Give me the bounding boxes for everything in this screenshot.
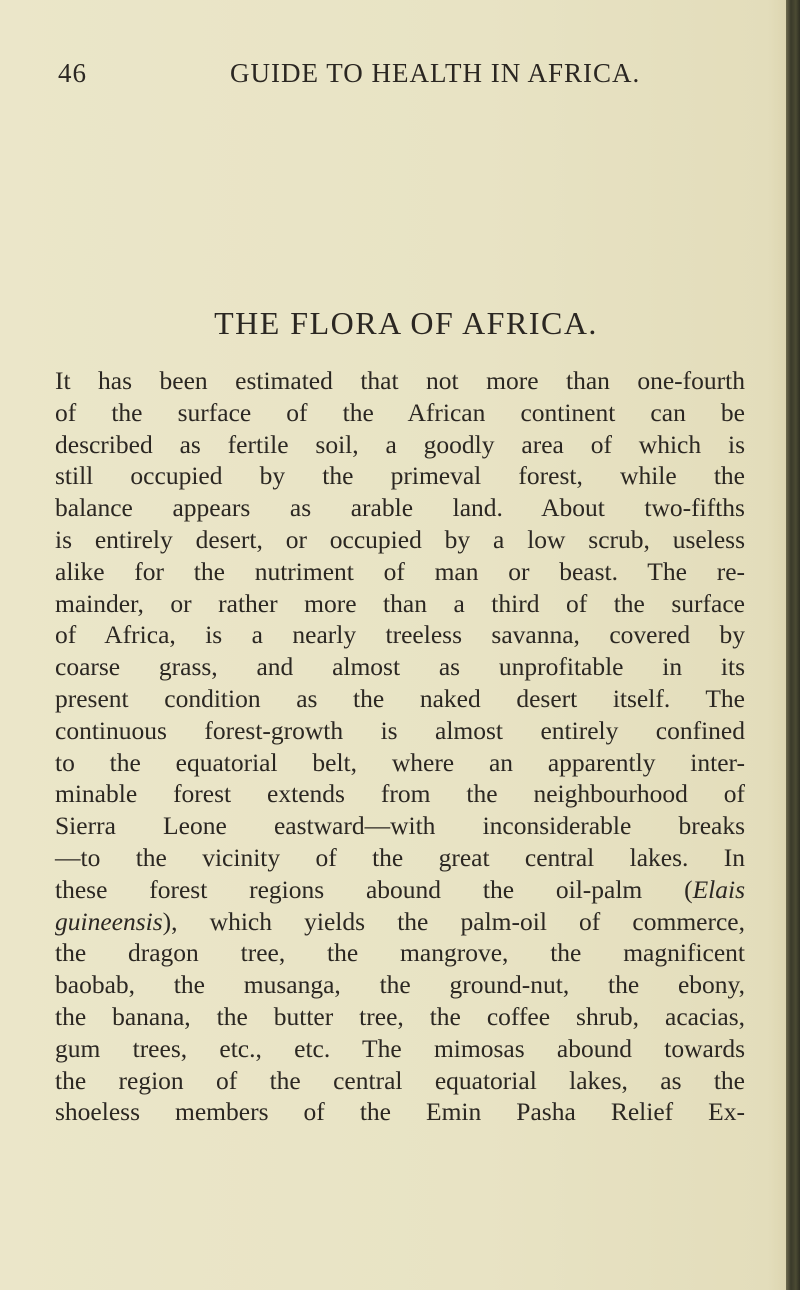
text-line: shoeless members of the Emin Pasha Relief Ex- — [55, 1097, 745, 1127]
italic-botanical-name: guineensis — [55, 906, 163, 936]
text-line: gum trees, etc., etc. The mimosas abound towards — [55, 1033, 745, 1063]
text-line: balance appears as arable land. About two-fifths — [55, 493, 745, 523]
text-line: the dragon tree, the mangrove, the magnificent — [55, 938, 745, 968]
text-segment: these forest regions abound the oil-palm ( — [55, 874, 693, 904]
text-line: of the surface of the African continent can be — [55, 397, 745, 427]
italic-botanical-name: Elais — [692, 874, 745, 904]
text-line: It has been estimated that not more than one-fourth — [55, 366, 745, 395]
text-line: coarse grass, and almost as unprofitable in its — [55, 652, 745, 682]
text-line: Sierra Leone eastward—with inconsiderable breaks — [55, 811, 745, 841]
section-heading: THE FLORA OF AFRICA. — [214, 305, 598, 341]
text-line: to the equatorial belt, where an apparently inter- — [55, 747, 745, 777]
text-line: present condition as the naked desert itself. The — [55, 683, 745, 713]
running-title: GUIDE TO HEALTH IN AFRICA. — [230, 58, 641, 88]
text-line: alike for the nutriment of man or beast. The re- — [55, 556, 745, 586]
running-head — [58, 58, 718, 98]
text-line: continuous forest-growth is almost entirely confined — [55, 715, 745, 745]
text-line: described as fertile soil, a goodly area of which is — [55, 429, 745, 459]
text-line: the banana, the butter tree, the coffee shrub, acacias, — [55, 1001, 745, 1031]
text-line: baobab, the musanga, the ground-nut, the ebony, — [55, 970, 745, 1000]
text-segment: ), which yields the palm-oil of commerce, — [162, 906, 745, 936]
text-line: still occupied by the primeval forest, while the — [55, 461, 745, 491]
page-edge — [786, 0, 800, 1290]
text-line-with-italic — [55, 906, 745, 938]
page-number: 46 — [58, 58, 87, 88]
text-line-with-italic — [55, 874, 745, 906]
text-line: is entirely desert, or occupied by a low scrub, useless — [55, 524, 745, 554]
text-line: minable forest extends from the neighbourhood of — [55, 779, 745, 809]
text-line: —to the vicinity of the great central lakes. In — [55, 842, 745, 872]
text-line: mainder, or rather more than a third of the surface — [55, 588, 745, 618]
text-line: of Africa, is a nearly treeless savanna, covered by — [55, 620, 745, 650]
body-paragraph — [55, 365, 745, 1128]
text-line: the region of the central equatorial lakes, as the — [55, 1065, 745, 1095]
